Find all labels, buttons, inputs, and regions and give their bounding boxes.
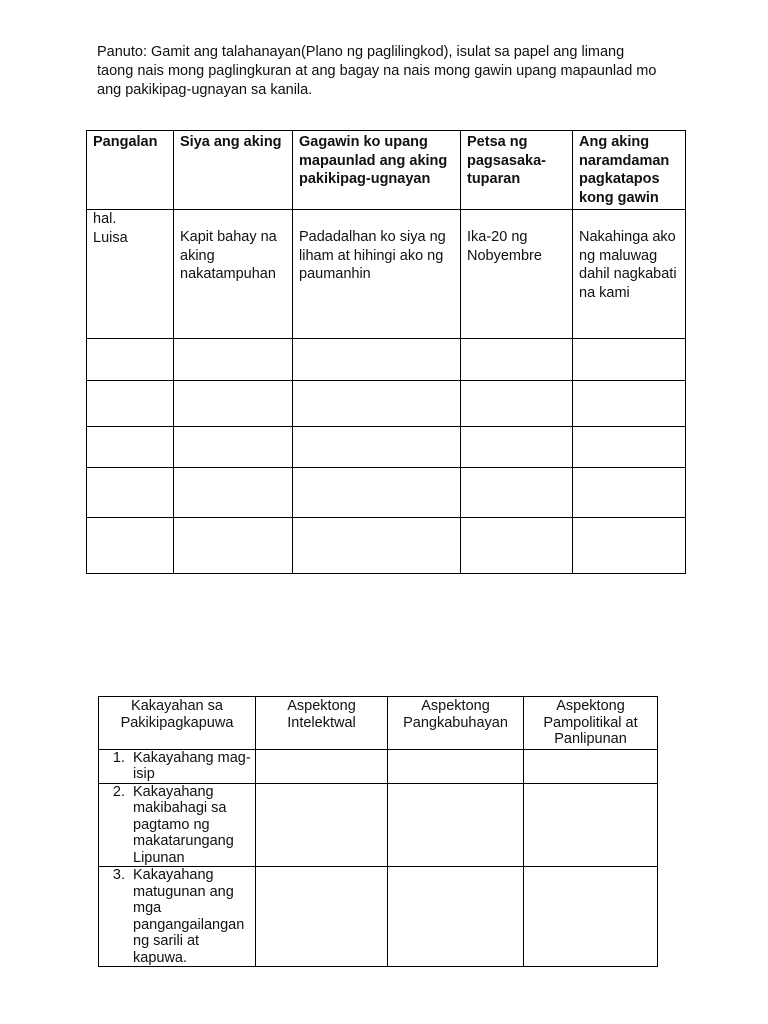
example-date: Ika-20 ng Nobyembre [461, 210, 573, 339]
example-name: Luisa [93, 229, 128, 246]
skill-label: Kakayahang matugunan ang mga pangangailangan ng sarili at kapuwa. [133, 867, 245, 966]
skill-number: 2. [112, 783, 125, 800]
table-header-row [87, 131, 686, 210]
skill-number: 3. [112, 867, 125, 883]
example-relation: Kapit bahay na aking nakatampuhan [174, 210, 293, 339]
table-row-example [87, 210, 686, 339]
table-row [99, 867, 658, 967]
table-row [87, 339, 686, 381]
header-pangalan: Pangalan [87, 131, 174, 210]
skill-number: 1. [112, 749, 125, 766]
header-petsa: Petsa ng pagsasaka-tuparan [461, 131, 573, 210]
skill-cell [99, 867, 256, 967]
header-pampolitikal: Aspektong Pampolitikal at Panlipunan [524, 697, 658, 750]
skills-header-row [99, 697, 658, 750]
skill-label: Kakayahang mag-isip [133, 749, 251, 782]
skill-cell [99, 749, 256, 783]
table-row [87, 427, 686, 468]
example-prefix: hal. [93, 211, 117, 227]
example-feeling: Nakahinga ako ng maluwag dahil nagkabati na kami [573, 210, 686, 339]
header-gagawin: Gagawin ko upang mapaunlad ang aking pakikipag-ugnayan [293, 131, 461, 210]
service-plan-table [86, 130, 686, 574]
header-naramdaman: Ang aking naramdaman pagkatapos kong gawin [573, 131, 686, 210]
skills-table [98, 696, 658, 967]
example-name-cell [87, 210, 174, 339]
table-row [99, 749, 658, 783]
instructions-text: Panuto: Gamit ang talahanayan(Plano ng paglilingkod), isulat sa papel ang limang taong nais mong paglingkuran at ang bagay na nais mong gawin upang mapaunlad mo ang pakikipag-ugnayan sa kanila. [97, 44, 657, 98]
table-row [87, 468, 686, 518]
example-action: Padadalhan ko siya ng liham at hihingi ako ng paumanhin [293, 210, 461, 339]
skill-cell [99, 783, 256, 867]
table-row [99, 783, 658, 867]
header-siya-ang-aking: Siya ang aking [174, 131, 293, 210]
table-row [87, 381, 686, 427]
header-intelektwal: Aspektong Intelektwal [256, 697, 388, 750]
skill-label: Kakayahang makibahagi sa pagtamo ng makatarungang Lipunan [133, 783, 234, 866]
table-row [87, 518, 686, 574]
header-kakayahan: Kakayahan sa Pakikipagkapuwa [99, 697, 256, 750]
header-pangkabuhayan: Aspektong Pangkabuhayan [388, 697, 524, 750]
